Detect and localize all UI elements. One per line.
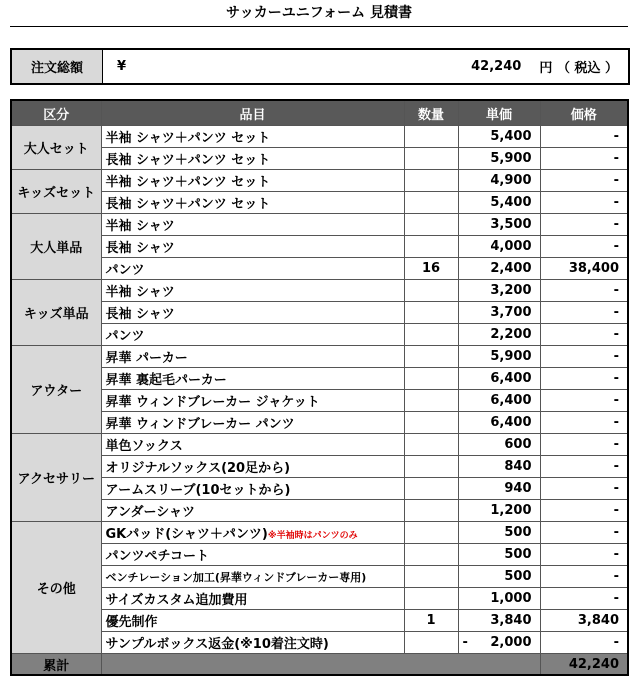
amount-cell: - <box>540 500 628 522</box>
table-row <box>11 588 628 610</box>
item-label: 昇華 裏起毛パーカー <box>105 373 227 388</box>
amount-cell: - <box>540 544 628 566</box>
header-category: 区分 <box>11 100 101 126</box>
price-cell: 3,840 <box>458 610 540 632</box>
item-cell <box>101 126 404 148</box>
order-total-value: 42,240 <box>471 59 522 74</box>
table-row <box>11 258 628 280</box>
item-cell <box>101 302 404 324</box>
price-cell <box>458 632 540 654</box>
qty-cell <box>404 412 458 434</box>
amount-cell: - <box>540 148 628 170</box>
table-row <box>11 478 628 500</box>
item-cell <box>101 148 404 170</box>
qty-cell <box>404 192 458 214</box>
item-label: アームスリーブ(10セットから) <box>105 483 291 498</box>
item-cell <box>101 280 404 302</box>
item-label: アンダーシャツ <box>105 505 195 520</box>
qty-cell <box>404 148 458 170</box>
item-cell <box>101 236 404 258</box>
item-cell <box>101 368 404 390</box>
qty-cell <box>404 126 458 148</box>
qty-cell <box>404 434 458 456</box>
summary-amount: 42,240 <box>540 654 628 676</box>
qty-cell <box>404 588 458 610</box>
price-sign: - <box>462 635 468 650</box>
price-cell: 2,400 <box>458 258 540 280</box>
qty-cell <box>404 544 458 566</box>
price-cell: 6,400 <box>458 390 540 412</box>
item-cell <box>101 390 404 412</box>
amount-cell: - <box>540 302 628 324</box>
qty-cell <box>404 632 458 654</box>
qty-cell <box>404 478 458 500</box>
order-total-label: 注文総額 <box>12 50 103 83</box>
item-label: サイズカスタム追加費用 <box>105 593 248 608</box>
item-label: 半袖 シャツ＋パンツ セット <box>105 175 271 190</box>
item-label: 半袖 シャツ <box>105 285 175 300</box>
item-cell <box>101 522 404 544</box>
amount-cell: - <box>540 412 628 434</box>
amount-cell: - <box>540 368 628 390</box>
price-cell: 5,400 <box>458 126 540 148</box>
amount-cell: 3,840 <box>540 610 628 632</box>
table-row <box>11 368 628 390</box>
item-label: 昇華 ウィンドブレーカー パンツ <box>105 417 295 432</box>
amount-cell: - <box>540 522 628 544</box>
table-row <box>11 544 628 566</box>
amount-cell: - <box>540 126 628 148</box>
qty-cell <box>404 368 458 390</box>
item-label: 長袖 シャツ <box>105 307 175 322</box>
qty-cell: 16 <box>404 258 458 280</box>
item-label: パンツ <box>105 263 145 278</box>
category-cell: キッズ単品 <box>11 280 101 346</box>
category-cell: その他 <box>11 522 101 654</box>
item-label: ベンチレーション加工(昇華ウィンドブレーカー専用) <box>105 570 367 584</box>
item-cell <box>101 566 404 588</box>
price-cell: 4,000 <box>458 236 540 258</box>
item-label: 長袖 シャツ＋パンツ セット <box>105 197 271 212</box>
item-note: ※半袖時はパンツのみ <box>267 531 358 541</box>
item-cell <box>101 588 404 610</box>
item-label: 単色ソックス <box>105 439 183 454</box>
qty-cell <box>404 346 458 368</box>
price-cell: 6,400 <box>458 412 540 434</box>
table-row <box>11 346 628 368</box>
item-cell <box>101 412 404 434</box>
price-cell: 940 <box>458 478 540 500</box>
amount-cell: - <box>540 566 628 588</box>
item-cell <box>101 170 404 192</box>
qty-cell <box>404 522 458 544</box>
item-cell <box>101 544 404 566</box>
category-cell: アウター <box>11 346 101 434</box>
qty-cell <box>404 170 458 192</box>
qty-cell <box>404 236 458 258</box>
price-cell: 3,500 <box>458 214 540 236</box>
item-cell <box>101 346 404 368</box>
price-cell: 840 <box>458 456 540 478</box>
item-label: オリジナルソックス(20足から) <box>105 461 291 476</box>
item-cell <box>101 192 404 214</box>
item-cell <box>101 324 404 346</box>
price-cell: 3,700 <box>458 302 540 324</box>
qty-cell <box>404 500 458 522</box>
item-cell <box>101 610 404 632</box>
price-cell: 600 <box>458 434 540 456</box>
price-cell: 500 <box>458 522 540 544</box>
order-total-suffix: 円 （ 税込 ） <box>539 61 618 76</box>
price-cell: 2,200 <box>458 324 540 346</box>
table-row <box>11 236 628 258</box>
table-row <box>11 566 628 588</box>
category-cell: キッズセット <box>11 170 101 214</box>
summary-row <box>11 654 628 676</box>
table-row <box>11 522 628 544</box>
summary-label: 累計 <box>11 654 101 676</box>
table-row <box>11 632 628 654</box>
price-cell: 5,900 <box>458 148 540 170</box>
table-row <box>11 126 628 148</box>
qty-cell <box>404 302 458 324</box>
qty-cell <box>404 324 458 346</box>
item-label: サンプルボックス返金(※10着注文時) <box>105 637 329 652</box>
amount-cell: - <box>540 588 628 610</box>
table-row <box>11 610 628 632</box>
price-cell: 500 <box>458 566 540 588</box>
header-amount: 価格 <box>540 100 628 126</box>
item-label: 半袖 シャツ＋パンツ セット <box>105 131 271 146</box>
category-cell: 大人単品 <box>11 214 101 280</box>
table-row <box>11 170 628 192</box>
price-cell: 4,900 <box>458 170 540 192</box>
price-value: 2,000 <box>490 635 532 650</box>
price-cell: 1,200 <box>458 500 540 522</box>
amount-cell: - <box>540 170 628 192</box>
item-cell <box>101 500 404 522</box>
amount-cell: - <box>540 456 628 478</box>
amount-cell: 38,400 <box>540 258 628 280</box>
item-cell <box>101 632 404 654</box>
item-cell <box>101 258 404 280</box>
table-row <box>11 456 628 478</box>
item-label: 半袖 シャツ <box>105 219 175 234</box>
table-body <box>11 126 628 654</box>
header-price: 単価 <box>458 100 540 126</box>
currency-symbol: ¥ <box>117 59 127 74</box>
order-total-box <box>10 48 630 85</box>
table-header-row <box>11 100 628 126</box>
item-cell <box>101 456 404 478</box>
amount-cell: - <box>540 324 628 346</box>
table-row <box>11 324 628 346</box>
estimate-table <box>10 99 629 676</box>
header-qty: 数量 <box>404 100 458 126</box>
qty-cell: 1 <box>404 610 458 632</box>
negative-price <box>463 635 532 650</box>
table-row <box>11 302 628 324</box>
amount-cell: - <box>540 192 628 214</box>
category-cell: 大人セット <box>11 126 101 170</box>
price-cell: 1,000 <box>458 588 540 610</box>
item-label: 優先制作 <box>105 615 158 630</box>
table-row <box>11 148 628 170</box>
amount-cell: - <box>540 236 628 258</box>
item-label: 昇華 ウィンドブレーカー ジャケット <box>105 395 320 410</box>
order-total-amount <box>157 50 628 83</box>
item-cell <box>101 434 404 456</box>
price-cell: 3,200 <box>458 280 540 302</box>
item-label: 長袖 シャツ＋パンツ セット <box>105 153 271 168</box>
header-item: 品目 <box>101 100 404 126</box>
table-row <box>11 214 628 236</box>
page-title: サッカーユニフォーム 見積書 <box>10 0 628 27</box>
table-row <box>11 500 628 522</box>
qty-cell <box>404 214 458 236</box>
item-label: GKパッド(シャツ＋パンツ) <box>105 527 268 542</box>
price-cell: 5,400 <box>458 192 540 214</box>
table-row <box>11 434 628 456</box>
amount-cell: - <box>540 346 628 368</box>
table-row <box>11 412 628 434</box>
amount-cell: - <box>540 478 628 500</box>
price-cell: 500 <box>458 544 540 566</box>
item-label: 長袖 シャツ <box>105 241 175 256</box>
summary-spacer <box>101 654 540 676</box>
amount-cell: - <box>540 280 628 302</box>
item-label: 昇華 パーカー <box>105 351 188 366</box>
table-row <box>11 390 628 412</box>
amount-cell: - <box>540 632 628 654</box>
qty-cell <box>404 390 458 412</box>
item-label: パンツペチコート <box>105 549 209 564</box>
qty-cell <box>404 456 458 478</box>
price-cell: 6,400 <box>458 368 540 390</box>
price-cell: 5,900 <box>458 346 540 368</box>
item-label: パンツ <box>105 329 145 344</box>
table-row <box>11 192 628 214</box>
amount-cell: - <box>540 214 628 236</box>
item-cell <box>101 478 404 500</box>
qty-cell <box>404 566 458 588</box>
table-row <box>11 280 628 302</box>
category-cell: アクセサリー <box>11 434 101 522</box>
amount-cell: - <box>540 390 628 412</box>
qty-cell <box>404 280 458 302</box>
item-cell <box>101 214 404 236</box>
amount-cell: - <box>540 434 628 456</box>
